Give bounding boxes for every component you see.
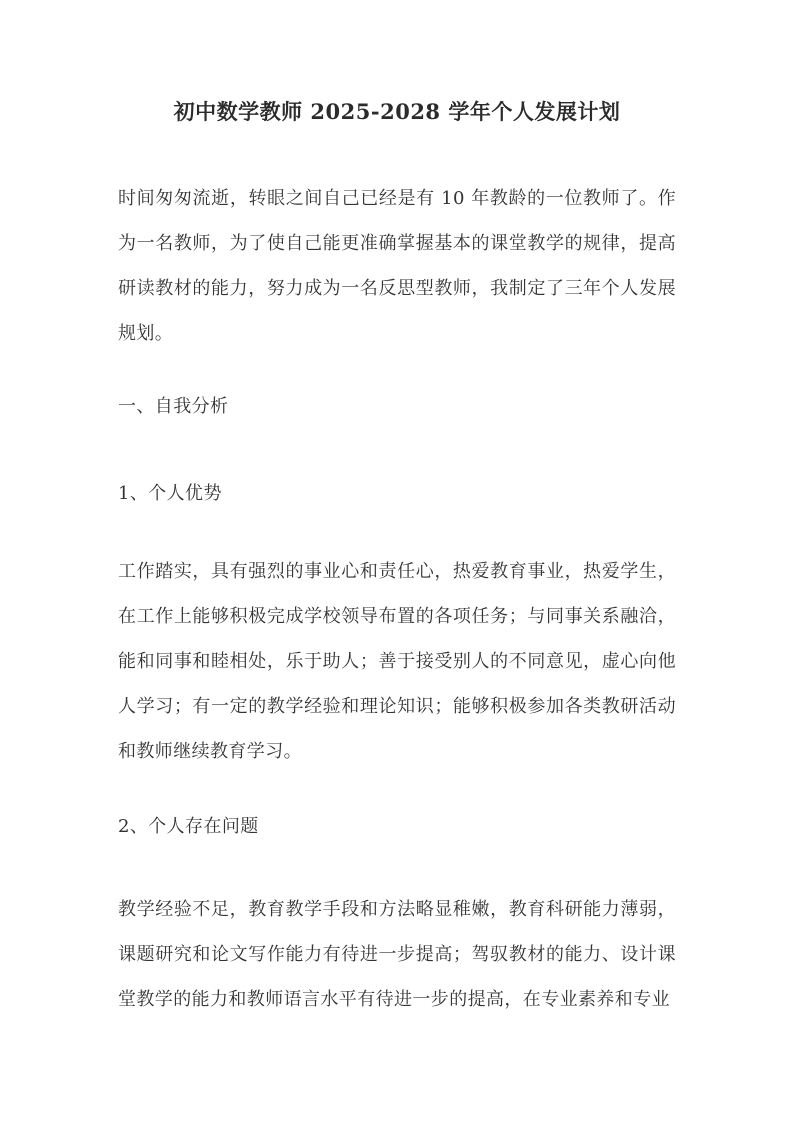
subsection-heading-personal-strengths: 1、个人优势: [118, 483, 222, 505]
intro-paragraph: 时间匆匆流逝，转眼之间自己已经是有 10 年教龄的一位教师了。作为一名教师，为了使自己能更准确掌握基本的课堂教学的规律，提高研读教材的能力，努力成为一名反思型教师，我制定了三年个人发展规划。: [118, 188, 676, 345]
document-title: 初中数学教师 2025-2028 学年个人发展计划: [173, 99, 621, 124]
document-page: [0, 98, 793, 1122]
section-heading-self-analysis: 一、自我分析: [118, 396, 229, 418]
subsection-heading-personal-problems: 2、个人存在问题: [118, 816, 259, 838]
problems-paragraph: 教学经验不足，教育教学手段和方法略显稚嫩，教育科研能力薄弱，课题研究和论文写作能力有待进一步提高；驾驭教材的能力、设计课堂教学的能力和教师语言水平有待进一步的提高，在专业素养和专业: [118, 899, 676, 1011]
strengths-paragraph: 工作踏实，具有强烈的事业心和责任心，热爱教育事业，热爱学生，在工作上能够积极完成学校领导布置的各项任务；与同事关系融洽，能和同事和睦相处，乐于助人；善于接受别人的不同意见，虚心向他人学习；有一定的教学经验和理论知识；能够积极参加各类教研活动和教师继续教育学习。: [118, 561, 676, 763]
